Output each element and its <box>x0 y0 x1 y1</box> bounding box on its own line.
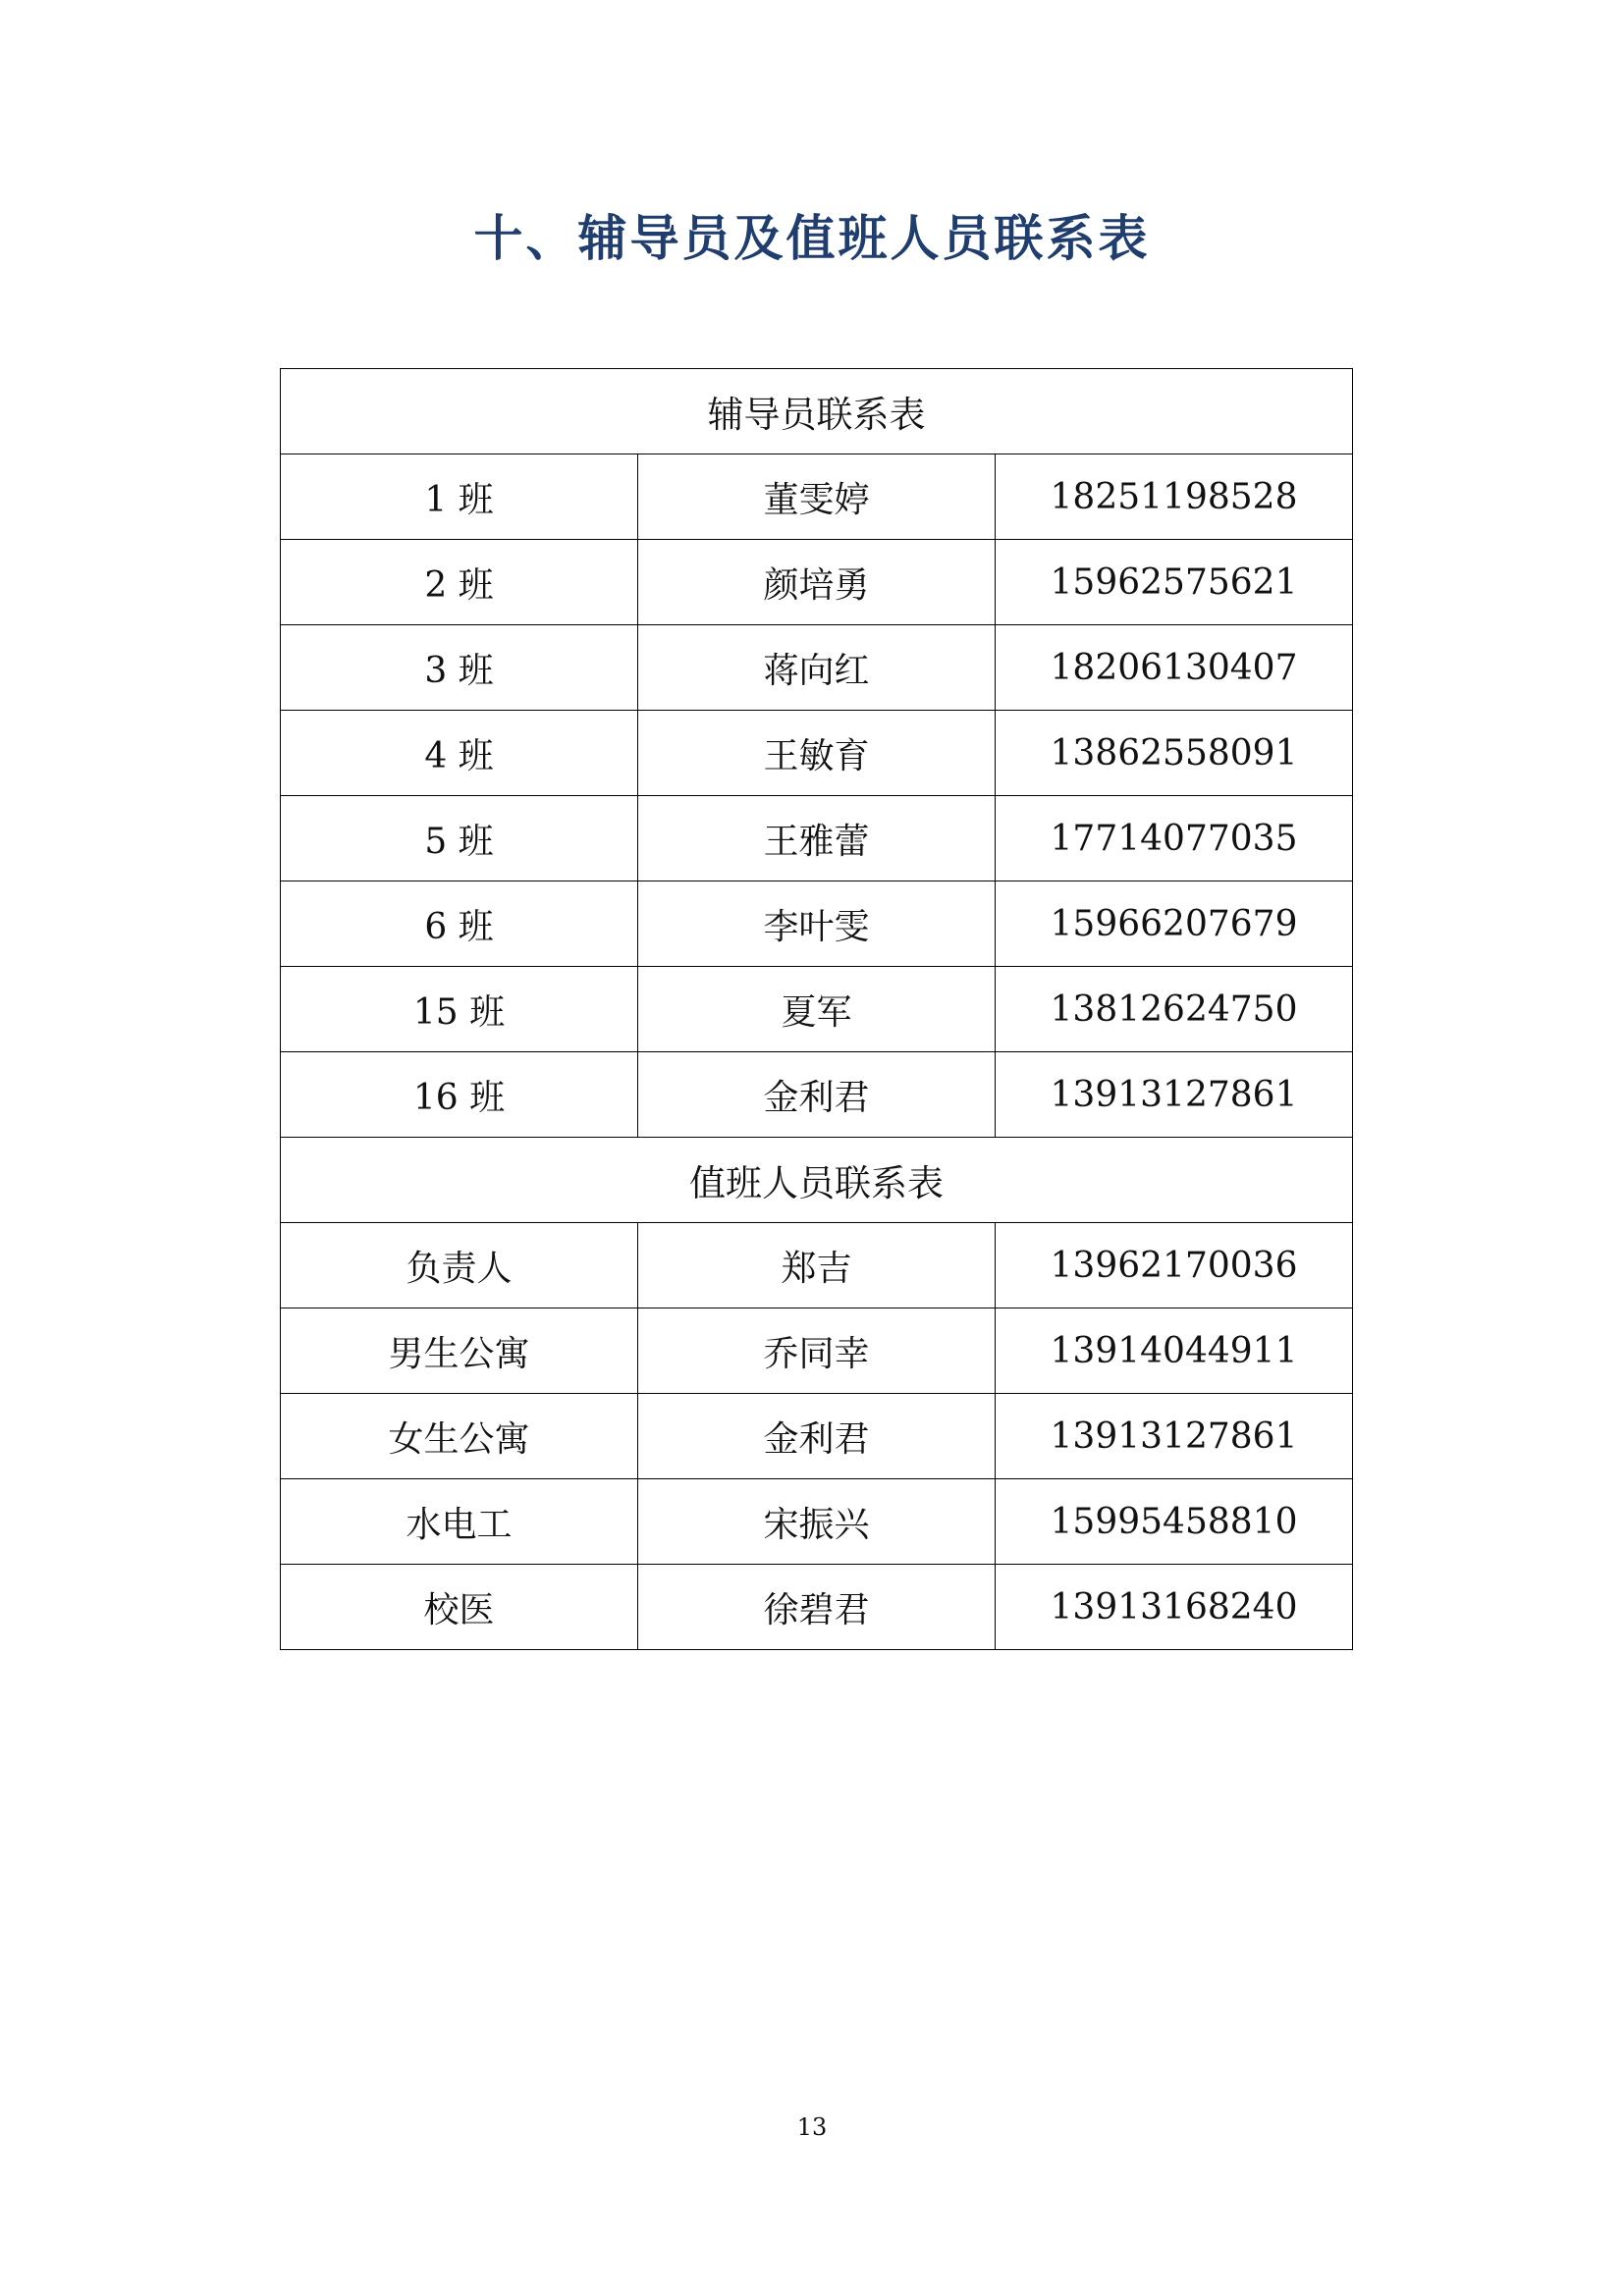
class-cell: 5 班 <box>281 796 638 881</box>
phone-cell: 13812624750 <box>996 967 1353 1052</box>
phone-cell: 13962170036 <box>996 1223 1353 1308</box>
name-cell: 蒋向红 <box>638 625 996 711</box>
table-row <box>281 1565 1353 1650</box>
page-number: 13 <box>796 2113 828 2141</box>
table-row <box>281 1394 1353 1479</box>
table-row <box>281 967 1353 1052</box>
name-cell: 金利君 <box>638 1052 996 1138</box>
phone-cell: 15962575621 <box>996 540 1353 625</box>
phone-cell: 18206130407 <box>996 625 1353 711</box>
role-cell: 校医 <box>281 1565 638 1650</box>
name-cell: 王敏育 <box>638 711 996 796</box>
table-row <box>281 881 1353 967</box>
name-cell: 夏军 <box>638 967 996 1052</box>
phone-cell: 13913127861 <box>996 1394 1353 1479</box>
name-cell: 徐碧君 <box>638 1565 996 1650</box>
name-cell: 郑吉 <box>638 1223 996 1308</box>
duty-section-header: 值班人员联系表 <box>281 1138 1353 1223</box>
table-row <box>281 454 1353 540</box>
role-cell: 男生公寓 <box>281 1308 638 1394</box>
section-header-row <box>281 1138 1353 1223</box>
table-row <box>281 1052 1353 1138</box>
phone-cell: 15995458810 <box>996 1479 1353 1565</box>
phone-cell: 13914044911 <box>996 1308 1353 1394</box>
name-cell: 李叶雯 <box>638 881 996 967</box>
name-cell: 乔同幸 <box>638 1308 996 1394</box>
class-cell: 3 班 <box>281 625 638 711</box>
name-cell: 金利君 <box>638 1394 996 1479</box>
name-cell: 王雅蕾 <box>638 796 996 881</box>
name-cell: 董雯婷 <box>638 454 996 540</box>
table-row <box>281 540 1353 625</box>
class-cell: 1 班 <box>281 454 638 540</box>
phone-cell: 13862558091 <box>996 711 1353 796</box>
phone-cell: 17714077035 <box>996 796 1353 881</box>
section-header-row <box>281 369 1353 454</box>
name-cell: 宋振兴 <box>638 1479 996 1565</box>
table-row <box>281 1479 1353 1565</box>
phone-cell: 18251198528 <box>996 454 1353 540</box>
phone-cell: 15966207679 <box>996 881 1353 967</box>
class-cell: 16 班 <box>281 1052 638 1138</box>
role-cell: 女生公寓 <box>281 1394 638 1479</box>
class-cell: 4 班 <box>281 711 638 796</box>
table-row <box>281 625 1353 711</box>
class-cell: 15 班 <box>281 967 638 1052</box>
phone-cell: 13913127861 <box>996 1052 1353 1138</box>
class-cell: 2 班 <box>281 540 638 625</box>
phone-cell: 13913168240 <box>996 1565 1353 1650</box>
page-title: 十、辅导员及值班人员联系表 <box>473 210 1151 267</box>
contact-table <box>280 368 1353 1650</box>
table-row <box>281 1223 1353 1308</box>
table-row <box>281 796 1353 881</box>
name-cell: 颜培勇 <box>638 540 996 625</box>
role-cell: 负责人 <box>281 1223 638 1308</box>
table-row <box>281 1308 1353 1394</box>
class-cell: 6 班 <box>281 881 638 967</box>
table-row <box>281 711 1353 796</box>
role-cell: 水电工 <box>281 1479 638 1565</box>
counselor-section-header: 辅导员联系表 <box>281 369 1353 454</box>
